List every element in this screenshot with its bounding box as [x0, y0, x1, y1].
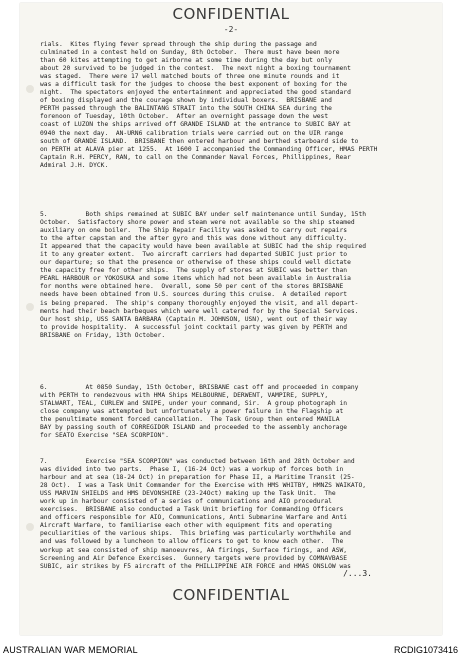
classification-stamp-top: CONFIDENTIAL	[172, 5, 290, 23]
paragraph-7: 7. Exercise "SEA SCORPION" was conducted between 16th and 28th October and was divided into two parts. Phase I, (16-24 Oct) was a workup of forces both in harbour and at sea (18-24 Oct) in preparation for Phase II, a Maritime Transit (25- 28 Oct). I was a Task Unit Commander for the Exercise with HMS WHITBY, HMNZS WAIKATO, USS MARVIN SHIELDS and HMS DEVONSHIRE (23-24Oct) making up the Task Unit. The work up in harbour consisted of a series of communications and AIO procedural exercises. BRISBANE also conducted a Task Unit briefing for Commanding Officers and officers responsible for AIO, Communications, Anti Submarine Warfare and Anti Aircraft Warfare, to familiarise each other with equipment fits and operating peculiarities of the various ships. This briefing was particularly worthwhile and and was followed by a luncheon to allow officers to get to know each other. The workup at sea consisted of ship manoeuvres, AA firings, Surface firings, and ASW, Screening and Air Defence Exercises. Gunnery targets were provided by COMNAVBASE SUBIC, air strikes by F5 aircraft of the PHILLIPPINE AIR FORCE and HMAS ONSLOW was	[40, 458, 367, 570]
document-page	[20, 3, 442, 635]
punch-hole	[26, 303, 34, 311]
archive-reference: RCDIG1073416	[393, 645, 458, 655]
classification-stamp-bottom: CONFIDENTIAL	[172, 586, 290, 604]
continued-marker: /...3.	[343, 569, 372, 578]
paragraph-5: 5. Both ships remained at SUBIC BAY under self maintenance until Sunday, 15th October. Satisfactory shore power and steam were not available so the ship steamed auxiliary on one boiler. The Ship Repair Facility was asked to carry out repairs to the after capstan and the after gyro and this was done without any difficulty. It appeared that the capacity would have been available at SUBIC had the ship required it to any greater extent. Two aircraft carriers had departed SUBIC just prior to our departure; so that the presence or otherwise of these ships could well dictate the capacity free for other ships. The supply of stores at SUBIC was better than PEARL HARBOUR or YOKOSUKA and some items which had not been available in Australia for months were obtained here. Overall, some 50 per cent of the stores BRISBANE needs have been obtained from U.S. sources during this cruise. A detailed report is being prepared. The ship's company thoroughly enjoyed the visit, and all depart- ments had their beach barbeques which were well catered for by the Special Services. Our host ship, USS SANTA BARBARA (Captain M. JOHNSON, USN), went out of their way to provide hospitality. A successful joint cocktail party was given by PERTH and BRISBANE on Friday, 13th October.	[40, 211, 367, 339]
archive-footer	[0, 642, 461, 662]
punch-hole	[26, 85, 34, 93]
paragraph-6: 6. At 0850 Sunday, 15th October, BRISBANE cast off and proceeded in company with PERTH to rendezvous with HMA Ships MELBOURNE, DERWENT, VAMPIRE, SUPPLY, STALWART, TEAL, CURLEW and SNIPE, under your command, Sir. A group photograph in close company was attempted but unfortunately a power failure in the Flagship at the penultimate moment forced cancellation. The Task Group then entered MANILA BAY by passing south of CORREGIDOR ISLAND and proceeded to the assembly anchorage for SEATO Exercise "SEA SCORPION".	[40, 384, 359, 440]
punch-hole	[26, 523, 34, 531]
page-number: -2-	[223, 25, 239, 34]
paragraph-continuation: rials. Kites flying fever spread through the ship during the passage and culminated in a contest held on Sunday, 8th October. There must have been more than 60 kites attempting to get airborne at some time during the day but only about 20 survived to be judged in the contest. The next night a boxing tournament was staged. There were 17 well matched bouts of three one minute rounds and it was a difficult task for the judges to choose the best exponent of boxing for the night. The spectators enjoyed the entertainment and appreciated the good standard of boxing displayed and the courage shown by individual boxers. BRISBANE and PERTH passed through the BALINTANG STRAIT into the SOUTH CHINA SEA during the forenoon of Tuesday, 10th October. After an overnight passage down the west coast of LUZON the ships arrived off GRANDE ISLAND at the entrance to SUBIC BAY at 0940 the next day. AN-URN6 calibration trials were carried out on the UIR range south of GRANDE ISLAND. BRISBANE then entered harbour and berthed starboard side to on PERTH at ALAVA pier at 1255. At 1600 I accompanied the Commanding Officer, HMAS PERTH Captain R.H. PERCY, RAN, to call on the Commander Naval Forces, Phillippines, Rear Admiral J.H. DYCK.	[40, 41, 378, 169]
archive-institution: AUSTRALIAN WAR MEMORIAL	[3, 645, 138, 655]
